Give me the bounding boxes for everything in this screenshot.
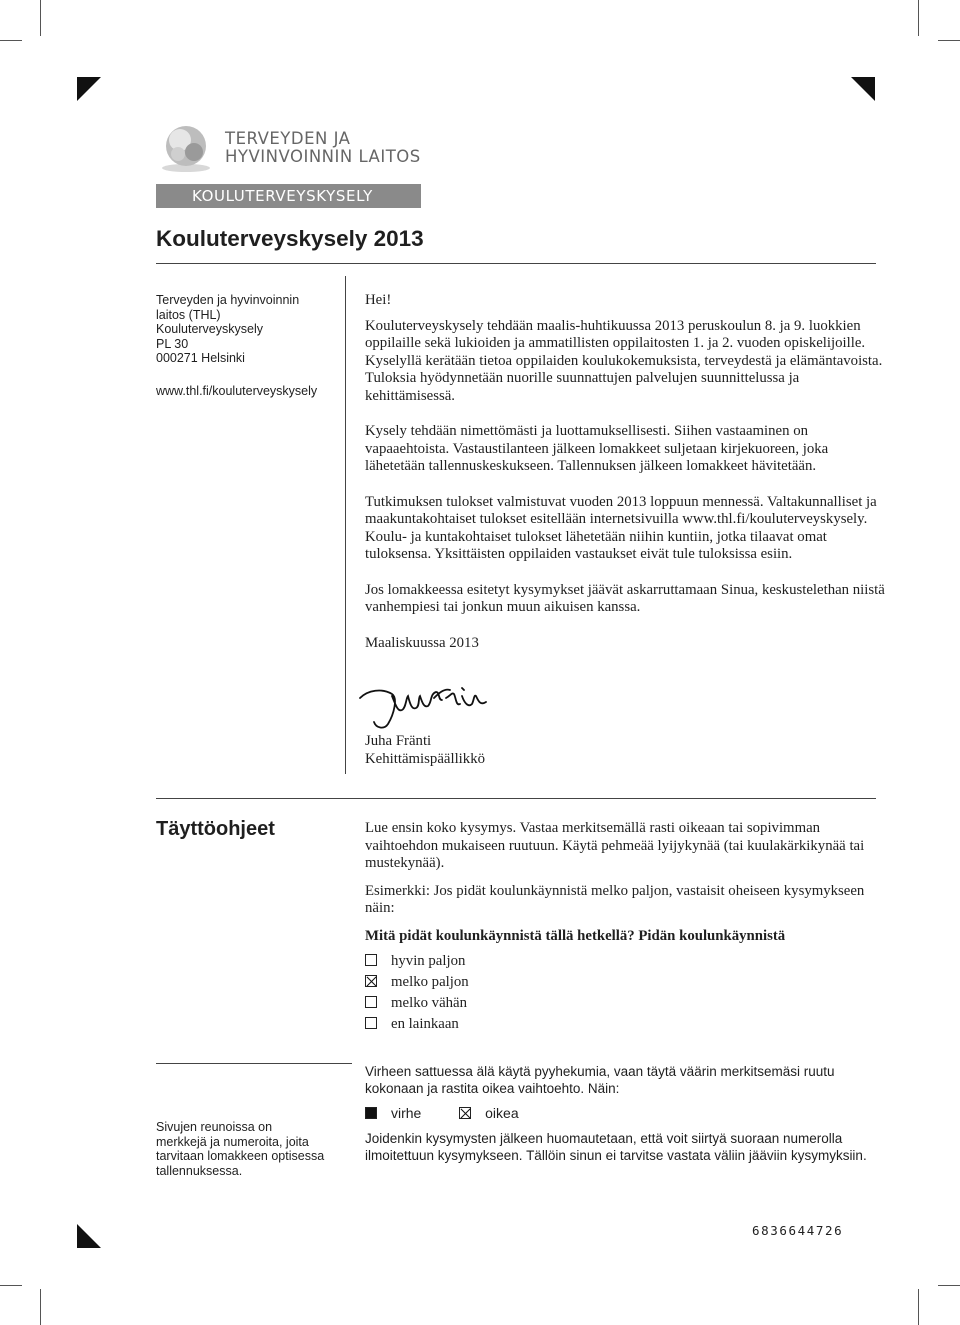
skip-note: Joidenkin kysymysten jälkeen huomautetaan, että voit siirtyä suoraan numerolla ilmoitettuun kysymykseen. Tällöin sinun ei tarvitse vastata väliin jääviin kysymyksiin.: [365, 1131, 867, 1163]
letter-paragraph: Jos lomakkeessa esitetyt kysymykset jäävät askarruttamaan Sinua, keskustelethan niistä vanhempiesi tai jonkun muun aikuisen kanssa.: [365, 581, 885, 615]
address-line: Terveyden ja hyvinvoinnin: [156, 293, 300, 307]
letter-date: Maaliskuussa 2013: [365, 634, 479, 651]
checkbox-checked: [459, 1107, 471, 1119]
example-option: [365, 994, 467, 1012]
thl-logo-icon: [156, 124, 216, 174]
letter-body: [365, 292, 885, 652]
address-line: Kouluterveyskysely: [156, 322, 263, 336]
example-option: [365, 1015, 459, 1033]
instructions-heading: Täyttöohjeet: [156, 818, 275, 840]
divider: [156, 798, 876, 799]
address-line: PL 30: [156, 336, 189, 351]
crop-mark: [40, 0, 41, 36]
crop-mark: [918, 0, 919, 36]
address-line: 000271 Helsinki: [156, 351, 245, 365]
form-number: 6836644726: [752, 1223, 844, 1238]
right-label: oikea: [485, 1105, 519, 1121]
checkbox-checked: [365, 975, 377, 987]
org-logo-wordmark: [225, 130, 421, 166]
instructions-body: [365, 820, 885, 945]
checkbox: [365, 954, 377, 966]
example-option: [365, 973, 469, 991]
org-address: [156, 293, 299, 366]
website-link: www.thl.fi/kouluterveyskysely: [156, 384, 318, 398]
logo-line: TERVEYDEN JA: [225, 129, 351, 148]
signer-title: Kehittämispäällikkö: [365, 750, 485, 767]
error-note: Virheen sattuessa älä käytä pyyhekumia, vaan täytä väärin merkitsemäsi ruutu kokonaan ja rastita oikea vaihtoehto. Näin:: [365, 1064, 835, 1096]
margin-note: Sivujen reunoissa on merkkejä ja numeroita, joita tarvitaan lomakkeen optisessa tallennuksessa.: [156, 1120, 325, 1178]
instruction-paragraph: Lue ensin koko kysymys. Vastaa merkitsemällä rasti oikeaan tai sopivimman vaihtoehdon mukaiseen ruutuun. Käytä pehmeää lyijykynää (tai kuulakärkikynää tai mustekynää).: [365, 820, 865, 871]
crop-mark: [938, 1285, 960, 1286]
error-example: [365, 1105, 885, 1122]
instruction-paragraph: Esimerkki: Jos pidät koulunkäynnistä melko paljon, vastaisit oheiseen kysymykseen näin:: [365, 882, 865, 916]
letter-paragraph: Tutkimuksen tulokset valmistuvat vuoden 2013 loppuun mennessä. Valtakunnalliset ja maakuntakohtaiset tulokset esitellään internetsivuilla www.thl.fi/kouluterveyskysely. Koulu- ja kuntakohtaiset tulokset lähetetään niihin kuntiin, jotka tilaavat omat tuloksensa. Yksittäisten oppilaiden vastaukset eivät tule tuloksissa esiin.: [365, 493, 877, 562]
letter-paragraph: Kouluterveyskysely tehdään maalis-huhtikuussa 2013 peruskoulun 8. ja 9. luokkien oppilaille sekä lukioiden ja ammatillisten oppilaitosten 1. ja 2. vuoden opiskelijoille. Kyselyllä kerätään tietoa oppilaiden koulukokemuksista, terveydestä ja elämäntavoista. Tuloksia hyödynnetään nuorille suunnattujen palvelujen suunnittelussa ja kehittämisessä.: [365, 317, 883, 404]
wrong-label: virhe: [391, 1105, 422, 1121]
option-label: melko vähän: [391, 995, 468, 1011]
address-line: laitos (THL): [156, 307, 221, 322]
crop-mark: [918, 1289, 919, 1325]
checkbox: [365, 1017, 377, 1029]
signature-image: [358, 684, 488, 732]
registration-mark-icon: [77, 1224, 101, 1248]
page-title: Kouluterveyskysely 2013: [156, 226, 424, 251]
option-label: hyvin paljon: [391, 953, 466, 969]
letter-paragraph: Kysely tehdään nimettömästi ja luottamuksellisesti. Siihen vastaaminen on vapaaehtoista. Vastaustilanteen jälkeen lomakkeet suljetaan kirjekuoreen, joka lähetetään tallennuskeskukseen. Tallennuksen jälkeen lomakkeet hävitetään.: [365, 423, 829, 474]
example-question: Mitä pidät koulunkäynnistä tällä hetkellä? Pidän koulunkäynnistä: [365, 927, 786, 944]
survey-banner: KOULUTERVEYSKYSELY: [156, 184, 421, 208]
divider: [156, 263, 876, 264]
crop-mark: [0, 40, 22, 41]
logo-line: HYVINVOINNIN LAITOS: [225, 147, 421, 166]
option-label: en lainkaan: [391, 1016, 459, 1032]
option-label: melko paljon: [391, 974, 469, 990]
signer-block: [365, 733, 885, 768]
registration-mark-icon: [77, 77, 101, 101]
signer-name: Juha Fränti: [365, 733, 432, 749]
crop-mark: [938, 40, 960, 41]
registration-mark-icon: [851, 77, 875, 101]
divider: [156, 1063, 352, 1064]
column-divider: [345, 276, 346, 774]
checkbox: [365, 996, 377, 1008]
example-option: [365, 952, 465, 970]
crop-mark: [40, 1289, 41, 1325]
checkbox-filled: [365, 1107, 377, 1119]
crop-mark: [0, 1285, 22, 1286]
greeting: Hei!: [365, 292, 392, 308]
